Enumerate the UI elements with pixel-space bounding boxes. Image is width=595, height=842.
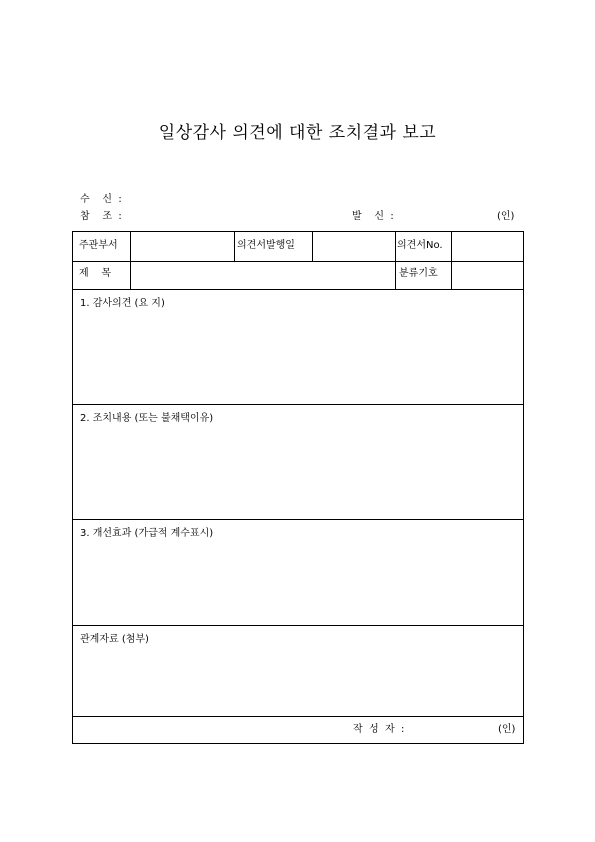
section-action-taken-title: 2. 조치내용 (또는 불채택이유) [80, 413, 214, 424]
col-divider [130, 232, 131, 289]
row-divider [73, 519, 523, 520]
row-divider [73, 261, 523, 262]
row-divider [73, 716, 523, 717]
section-related-materials-title: 관계자료 (첨부) [80, 634, 149, 645]
section-audit-opinion-title: 1. 감사의견 (요 지) [80, 298, 165, 309]
row-divider [73, 404, 523, 405]
sender-seal-mark: (인) [497, 211, 515, 222]
document-title: 일상감사 의견에 대한 조치결과 보고 [158, 123, 437, 143]
row-divider [73, 289, 523, 290]
col-divider [234, 232, 235, 261]
class-code-label: 분류기호 [399, 268, 438, 279]
doc-no-label: 의견서No. [397, 240, 443, 251]
report-form-table [72, 231, 524, 744]
reference-label: 참 조 : [80, 211, 122, 222]
recipient-label: 수 신 : [80, 194, 122, 205]
dept-label: 주관부서 [79, 240, 118, 251]
section-improvement-effect-title: 3. 개선효과 (가급적 계수표시) [80, 528, 214, 539]
issue-date-label: 의견서발행일 [237, 240, 295, 251]
col-divider [395, 232, 396, 289]
row-divider [73, 625, 523, 626]
subject-label: 제 목 [79, 268, 112, 279]
author-label: 작 성 자 : [353, 724, 405, 735]
author-seal-mark: (인) [498, 724, 516, 735]
col-divider [451, 232, 452, 289]
sender-label: 발 신 : [352, 211, 394, 222]
col-divider [312, 232, 313, 261]
